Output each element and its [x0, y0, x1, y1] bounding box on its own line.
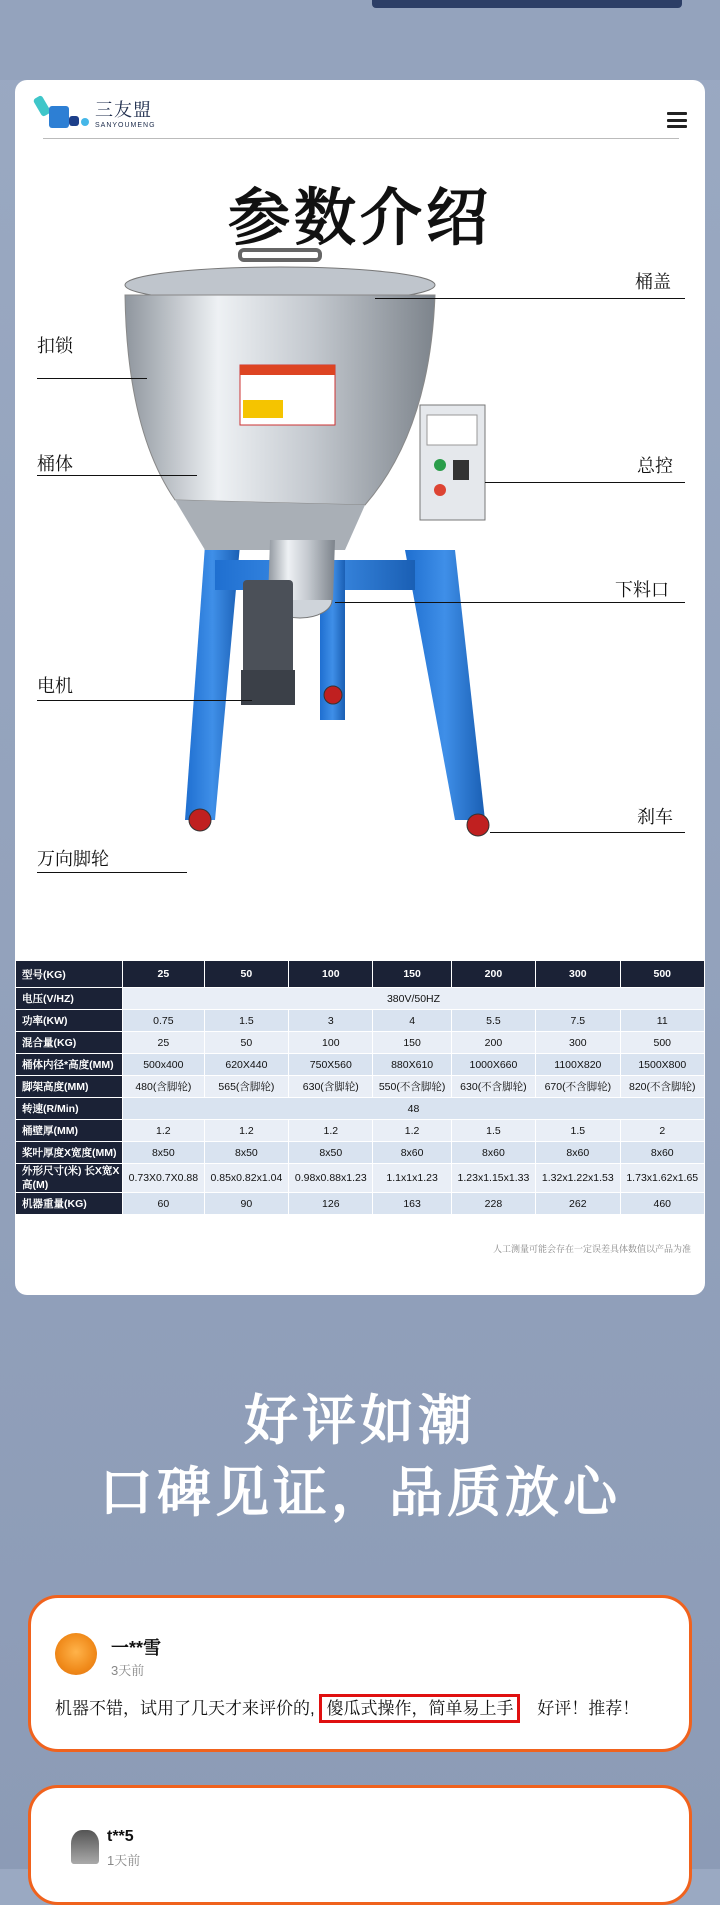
spec-cell: 4 — [373, 1010, 451, 1032]
spec-cell: 1.2 — [289, 1120, 373, 1142]
leader-line — [335, 602, 685, 603]
spec-cell: 2 — [620, 1120, 704, 1142]
spec-cell: 1.5 — [451, 1120, 535, 1142]
spec-cell: 126 — [289, 1193, 373, 1215]
leader-line — [485, 482, 685, 483]
spec-row-label: 机器重量(KG) — [16, 1193, 123, 1215]
spec-cell: 60 — [123, 1193, 205, 1215]
spec-cell: 0.98x0.88x1.23 — [289, 1164, 373, 1193]
spec-row-label: 电压(V/HZ) — [16, 988, 123, 1010]
review-text — [55, 1694, 639, 1719]
spec-model-cell: 300 — [536, 961, 620, 988]
spec-cell: 1.2 — [373, 1120, 451, 1142]
reviewer-name: t**5 — [107, 1828, 134, 1845]
reviews-title: 好评如潮 — [244, 1391, 476, 1451]
spec-cell: 8x50 — [123, 1142, 205, 1164]
brand-name: 三友盟 — [95, 99, 152, 120]
mixer-illustration — [15, 80, 705, 960]
label-outlet: 下料口 — [615, 580, 669, 600]
spec-cell: 880X610 — [373, 1054, 451, 1076]
spec-cell: 8x60 — [620, 1142, 704, 1164]
label-control: 总控 — [637, 456, 673, 476]
spec-cell: 8x50 — [289, 1142, 373, 1164]
spec-row-label: 功率(KW) — [16, 1010, 123, 1032]
spec-model-cell: 100 — [289, 961, 373, 988]
spec-row — [16, 1076, 705, 1098]
label-wheel: 万向脚轮 — [37, 849, 109, 869]
spec-cell: 1.32x1.22x1.53 — [536, 1164, 620, 1193]
brand-subtitle: SANYOUMENG — [95, 121, 156, 129]
spec-row — [16, 1098, 705, 1120]
spec-cell: 8x50 — [204, 1142, 288, 1164]
spec-cell: 50 — [204, 1032, 288, 1054]
spec-row-label: 桶壁厚(MM) — [16, 1120, 123, 1142]
spec-row-label: 混合量(KG) — [16, 1032, 123, 1054]
spec-table — [15, 960, 705, 1215]
spec-cell: 0.75 — [123, 1010, 205, 1032]
spec-cell: 262 — [536, 1193, 620, 1215]
spec-row — [16, 1193, 705, 1215]
spec-cell: 3 — [289, 1010, 373, 1032]
spec-row-label: 脚架高度(MM) — [16, 1076, 123, 1098]
spec-cell: 200 — [451, 1032, 535, 1054]
spec-cell: 630(不含脚轮) — [451, 1076, 535, 1098]
spec-cell: 630(含脚轮) — [289, 1076, 373, 1098]
spec-cell: 620X440 — [204, 1054, 288, 1076]
avatar — [71, 1830, 99, 1864]
spec-row — [16, 1010, 705, 1032]
spec-cell: 0.73X0.7X0.88 — [123, 1164, 205, 1193]
spec-row — [16, 1142, 705, 1164]
spec-cell: 1.1x1x1.23 — [373, 1164, 451, 1193]
spec-cell: 500 — [620, 1032, 704, 1054]
spec-model-cell: 200 — [451, 961, 535, 988]
leader-line — [37, 475, 197, 476]
spec-cell: 150 — [373, 1032, 451, 1054]
top-background — [0, 0, 720, 80]
spec-row — [16, 1054, 705, 1076]
review-highlight: 傻瓜式操作，简单易上手 — [319, 1694, 520, 1723]
spec-row-label: 桶体内径*高度(MM) — [16, 1054, 123, 1076]
reviews-subtitle: 口碑见证，品质放心 — [99, 1463, 621, 1523]
reviewer-name: 一**雪 — [111, 1638, 162, 1658]
spec-cell: 8x60 — [536, 1142, 620, 1164]
top-edge-bar — [372, 0, 682, 8]
spec-cell: 460 — [620, 1193, 704, 1215]
spec-cell: 7.5 — [536, 1010, 620, 1032]
leader-line — [37, 872, 187, 873]
leader-line — [37, 378, 147, 379]
spec-row — [16, 988, 705, 1010]
spec-cell: 100 — [289, 1032, 373, 1054]
spec-cell: 820(不含脚轮) — [620, 1076, 704, 1098]
spec-cell: 1.73x1.62x1.65 — [620, 1164, 704, 1193]
spec-cell: 1000X660 — [451, 1054, 535, 1076]
review-card — [28, 1595, 692, 1752]
page-title: 参数介绍 — [227, 184, 492, 253]
spec-cell: 670(不含脚轮) — [536, 1076, 620, 1098]
spec-cell: 1.2 — [123, 1120, 205, 1142]
spec-row — [16, 1032, 705, 1054]
review-time: 3天前 — [111, 1663, 145, 1678]
spec-cell: 8x60 — [373, 1142, 451, 1164]
label-motor: 电机 — [37, 676, 73, 696]
spec-row-label: 桨叶厚度X宽度(MM) — [16, 1142, 123, 1164]
review-card — [28, 1785, 692, 1905]
spec-cell: 11 — [620, 1010, 704, 1032]
spec-cell: 25 — [123, 1032, 205, 1054]
spec-row — [16, 1164, 705, 1193]
spec-cell: 1.5 — [536, 1120, 620, 1142]
review-text-end: 好评！推荐！ — [537, 1699, 640, 1718]
spec-model-cell: 500 — [620, 961, 704, 988]
spec-header-label: 型号(KG) — [16, 961, 123, 988]
spec-model-cell: 150 — [373, 961, 451, 988]
leader-line — [37, 700, 252, 701]
avatar — [55, 1633, 97, 1675]
spec-cell: 5.5 — [451, 1010, 535, 1032]
label-lock: 扣锁 — [37, 336, 73, 356]
measurement-note: 人工测量可能会存在一定误差具体数值以产品为准 — [492, 1244, 691, 1254]
spec-cell: 1500X800 — [620, 1054, 704, 1076]
spec-cell: 500x400 — [123, 1054, 205, 1076]
product-card — [15, 80, 705, 1295]
spec-cell: 8x60 — [451, 1142, 535, 1164]
spec-cell: 90 — [204, 1193, 288, 1215]
label-body: 桶体 — [37, 454, 73, 474]
label-lid: 桶盖 — [635, 272, 671, 292]
spec-header-row — [16, 961, 705, 988]
spec-row-label: 转速(R/Min) — [16, 1098, 123, 1120]
spec-cell: 228 — [451, 1193, 535, 1215]
spec-cell: 1.5 — [204, 1010, 288, 1032]
spec-cell: 550(不含脚轮) — [373, 1076, 451, 1098]
spec-model-cell: 25 — [123, 961, 205, 988]
label-brake: 刹车 — [637, 807, 673, 827]
leader-line — [375, 298, 685, 299]
spec-cell: 163 — [373, 1193, 451, 1215]
spec-row-label: 外形尺寸(米) 长X宽X高(M) — [16, 1164, 123, 1193]
spec-cell: 300 — [536, 1032, 620, 1054]
spec-cell: 0.85x0.82x1.04 — [204, 1164, 288, 1193]
spec-model-cell: 50 — [204, 961, 288, 988]
spec-cell: 565(含脚轮) — [204, 1076, 288, 1098]
spec-cell: 1.2 — [204, 1120, 288, 1142]
spec-cell: 1.23x1.15x1.33 — [451, 1164, 535, 1193]
review-time: 1天前 — [107, 1853, 141, 1868]
spec-merged-cell: 48 — [123, 1098, 705, 1120]
spec-cell: 1100X820 — [536, 1054, 620, 1076]
spec-cell: 480(含脚轮) — [123, 1076, 205, 1098]
leader-line — [490, 832, 685, 833]
spec-cell: 750X560 — [289, 1054, 373, 1076]
spec-merged-cell: 380V/50HZ — [123, 988, 705, 1010]
spec-row — [16, 1120, 705, 1142]
review-text-start: 机器不错，试用了几天才来评价的, — [55, 1699, 315, 1718]
